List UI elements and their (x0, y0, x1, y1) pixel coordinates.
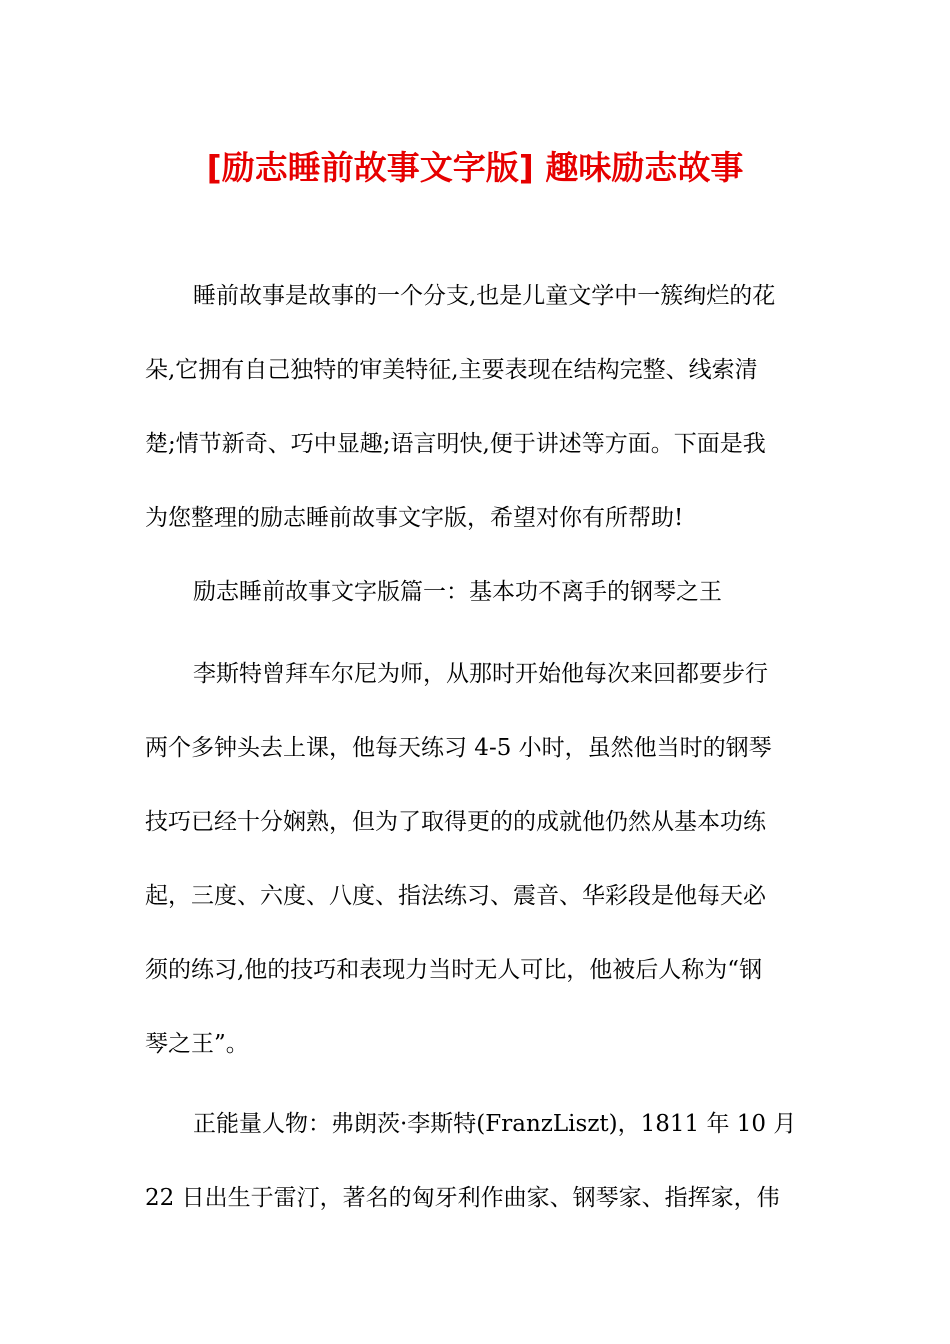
paragraph-line: 正能量人物：弗朗茨·李斯特(FranzLiszt)，1811 年 10 月 (193, 1111, 797, 1137)
paragraph-line: 须的练习,他的技巧和表现力当时无人可比，他被后人称为“钢 (145, 957, 763, 983)
paragraph-line: 22 日出生于雷汀，著名的匈牙利作曲家、钢琴家、指挥家，伟 (145, 1185, 780, 1211)
paragraph-line: 技巧已经十分娴熟，但为了取得更的的成就他仍然从基本功练 (145, 809, 766, 835)
paragraph-line: 睡前故事是故事的一个分支,也是儿童文学中一簇绚烂的花 (193, 283, 776, 309)
paragraph-line: 朵,它拥有自己独特的审美特征,主要表现在结构完整、线索清 (145, 357, 758, 383)
section-heading: 励志睡前故事文字版篇一：基本功不离手的钢琴之王 (193, 579, 722, 605)
paragraph-line: 两个多钟头去上课，他每天练习 4-5 小时，虽然他当时的钢琴 (145, 735, 772, 761)
paragraph-line: 为您整理的励志睡前故事文字版，希望对你有所帮助! (145, 505, 684, 531)
paragraph-line: 楚;情节新奇、巧中显趣;语言明快,便于讲述等方面。下面是我 (145, 431, 766, 457)
paragraph-line: 起，三度、六度、八度、指法练习、震音、华彩段是他每天必 (145, 883, 766, 909)
paragraph-line: 琴之王”。 (145, 1031, 249, 1057)
document-title: [励志睡前故事文字版] 趣味励志故事 (206, 148, 744, 187)
paragraph-line: 李斯特曾拜车尔尼为师，从那时开始他每次来回都要步行 (193, 661, 768, 687)
